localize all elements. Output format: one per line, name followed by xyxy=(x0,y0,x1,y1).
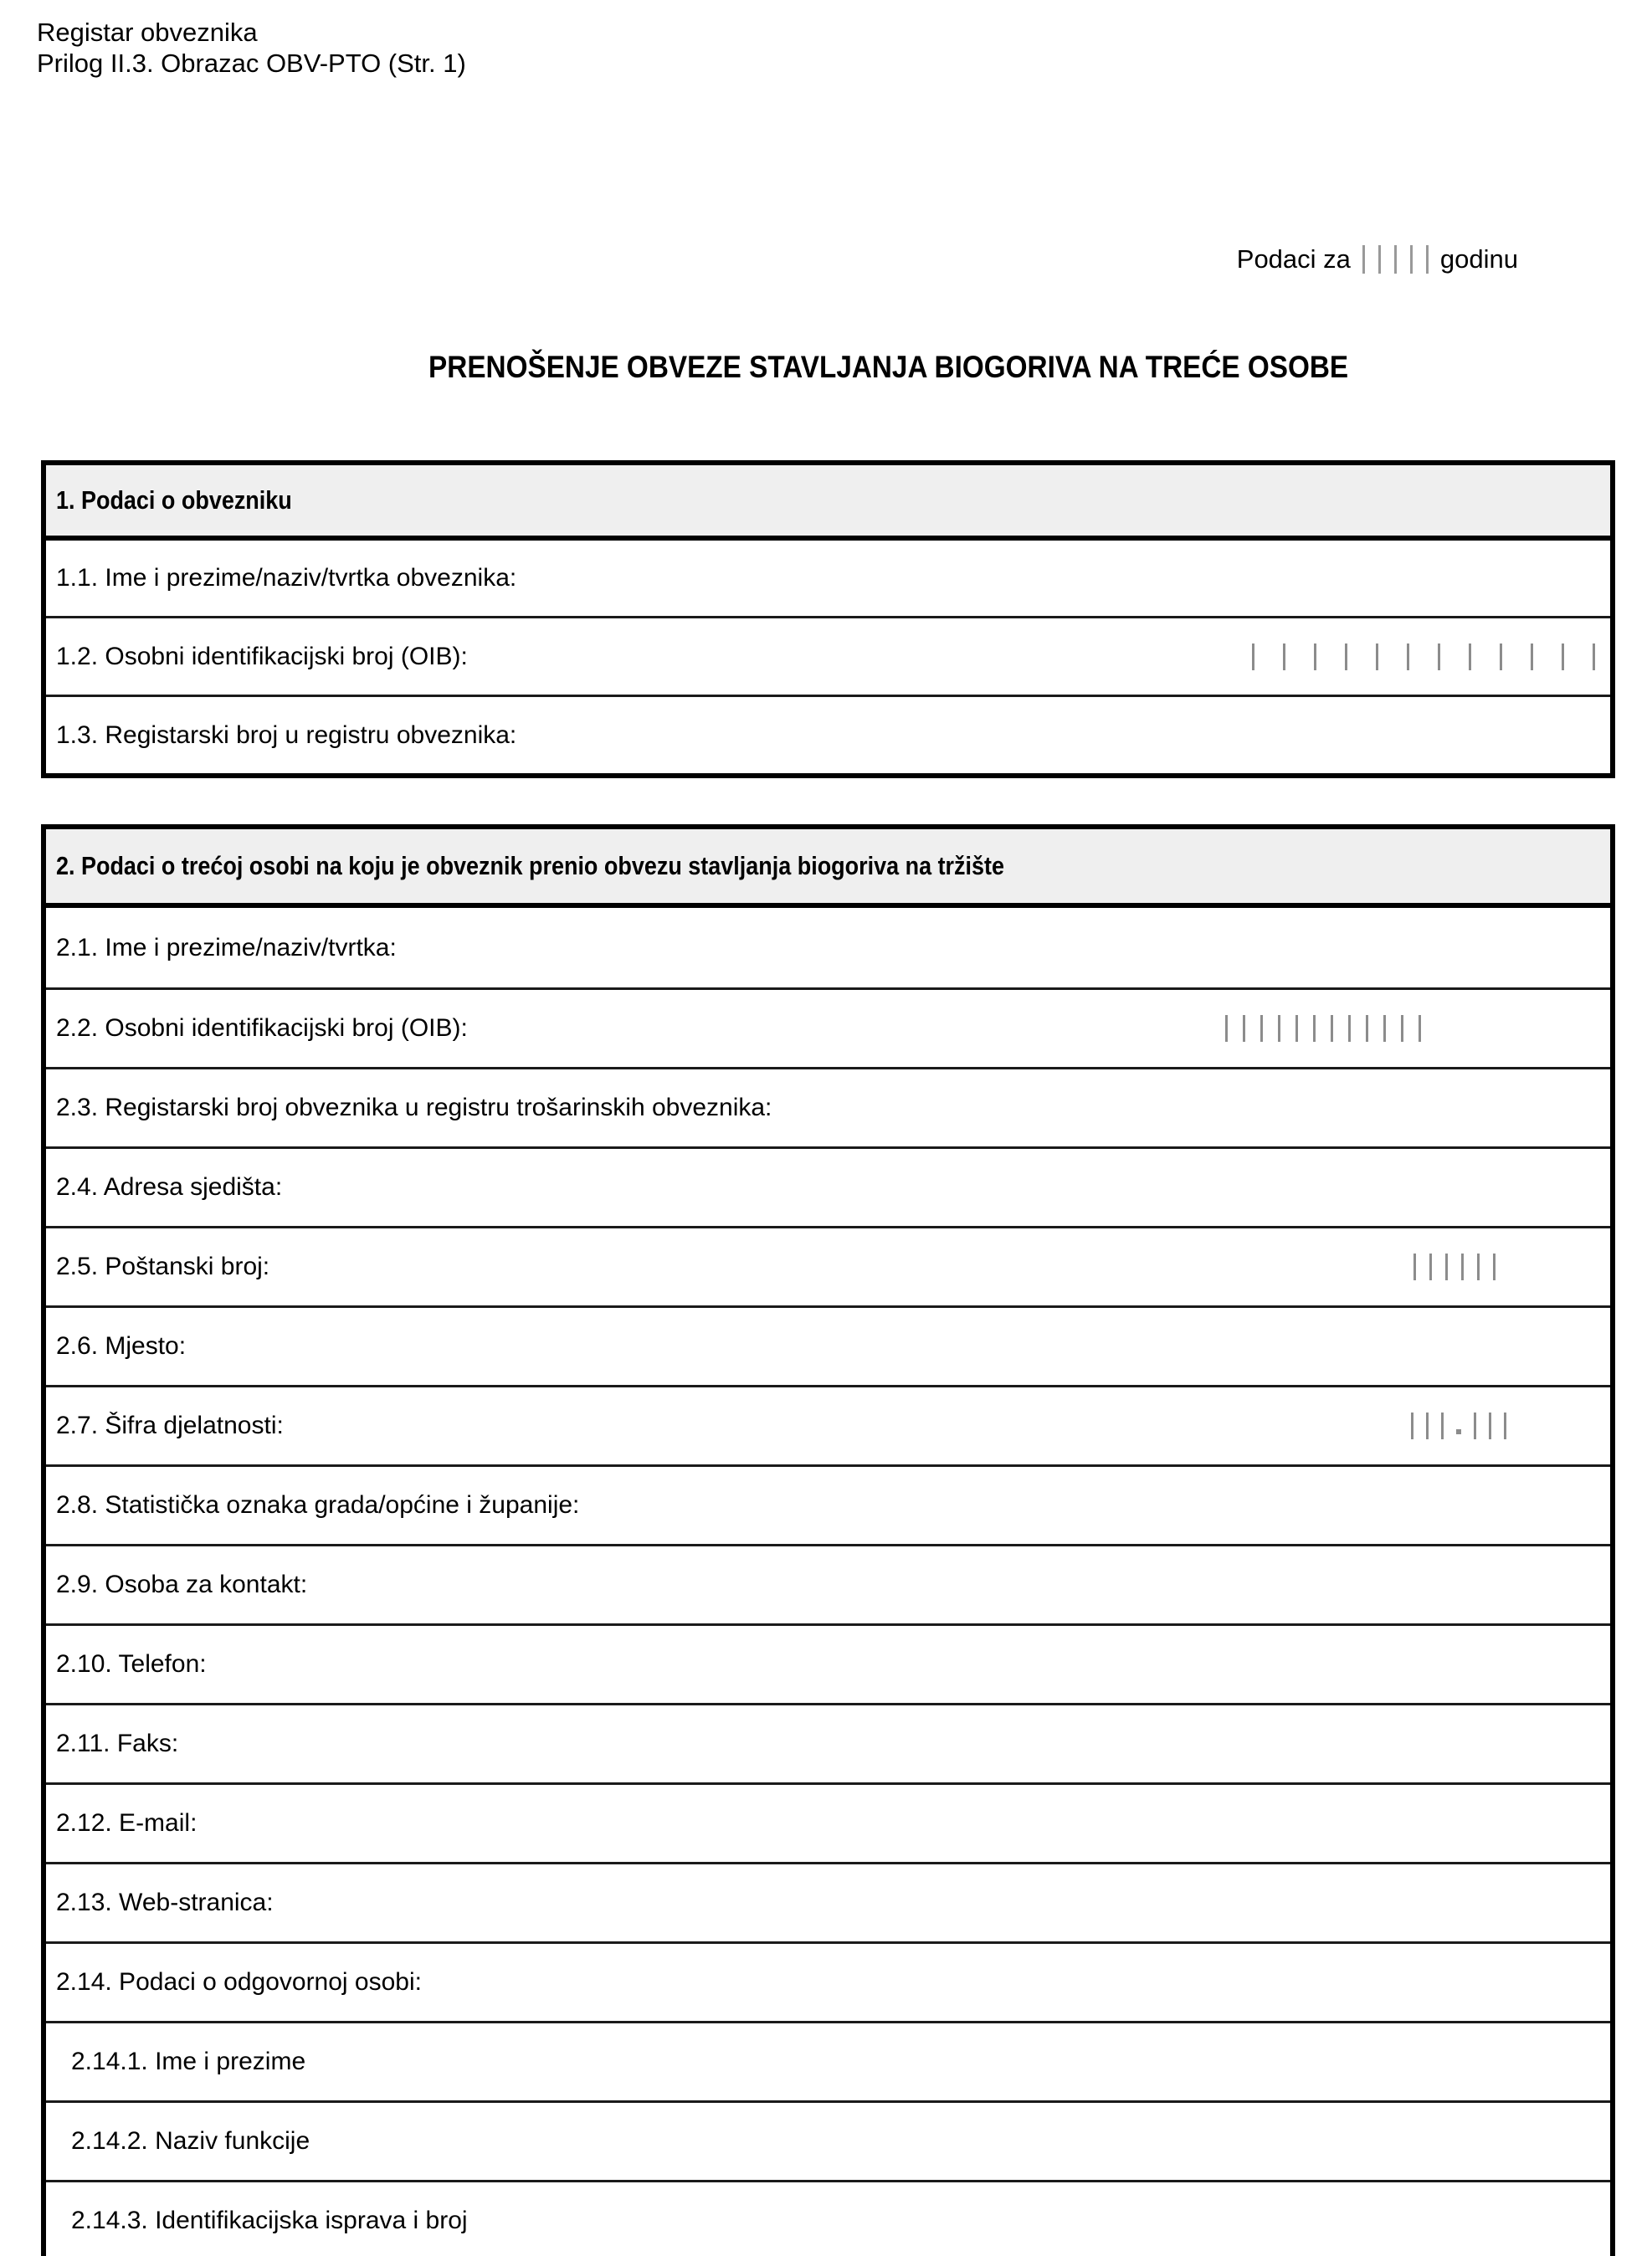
oib-field xyxy=(1225,1015,1421,1042)
year-line-suffix: godinu xyxy=(1439,244,1518,274)
tick-mark xyxy=(1500,643,1502,670)
row-label: 2.11. Faks: xyxy=(56,1730,179,1757)
annex-form-label: Prilog II.3. Obrazac OBV-PTO (Str. 1) xyxy=(37,49,466,78)
tick-mark xyxy=(1278,1015,1280,1042)
tick-separator-dot xyxy=(1456,1429,1461,1434)
tick-mark xyxy=(1283,643,1285,670)
tick-mark xyxy=(1295,1015,1298,1042)
table-row xyxy=(46,541,1610,616)
table-row xyxy=(46,1623,1610,1703)
register-label: Registar obveznika xyxy=(37,18,258,47)
table-row xyxy=(46,1305,1610,1385)
row-label: 2.8. Statistička oznaka grada/općine i županije: xyxy=(56,1491,580,1519)
tick-mark xyxy=(1493,1254,1496,1280)
tick-mark xyxy=(1429,1254,1432,1280)
tick-mark xyxy=(1445,1254,1448,1280)
row-label: 2.7. Šifra djelatnosti: xyxy=(56,1412,284,1439)
tick-mark xyxy=(1438,643,1440,670)
table-row xyxy=(46,1067,1610,1146)
tick-mark xyxy=(1260,1015,1263,1042)
row-label: 2.10. Telefon: xyxy=(56,1650,207,1678)
tick-mark xyxy=(1489,1413,1491,1439)
form-title: PRENOŠENJE OBVEZE STAVLJANJA BIOGORIVA NA TREĆE OSOBE xyxy=(428,350,1349,384)
section-header xyxy=(46,829,1610,908)
tick-mark xyxy=(1426,245,1429,274)
tick-mark xyxy=(1348,1015,1351,1042)
tick-mark xyxy=(1243,1015,1245,1042)
tick-mark xyxy=(1401,1015,1403,1042)
tick-mark xyxy=(1383,1015,1386,1042)
tick-mark xyxy=(1593,643,1595,670)
table-row xyxy=(46,1385,1610,1464)
tick-mark xyxy=(1426,1413,1429,1439)
tick-mark xyxy=(1225,1015,1228,1042)
row-label: 2.9. Osoba za kontakt: xyxy=(56,1571,308,1598)
tick-mark xyxy=(1419,1015,1421,1042)
row-label: 2.6. Mjesto: xyxy=(56,1332,187,1360)
table-row xyxy=(46,616,1610,695)
row-label: 2.12. E-mail: xyxy=(56,1809,198,1837)
tick-mark xyxy=(1441,1413,1444,1439)
row-label: 1.1. Ime i prezime/naziv/tvrtka obveznika: xyxy=(56,564,517,592)
tick-mark xyxy=(1394,245,1397,274)
section-table xyxy=(41,824,1615,2256)
table-row xyxy=(46,2021,1610,2100)
tick-mark xyxy=(1474,1413,1476,1439)
table-row xyxy=(46,1146,1610,1226)
tick-mark xyxy=(1378,245,1381,274)
section-header-label: 2. Podaci o trećoj osobi na koju je obveznik prenio obvezu stavljanja biogoriva na tržište xyxy=(56,851,1005,880)
tick-mark xyxy=(1469,643,1471,670)
section-table xyxy=(41,460,1615,778)
table-row xyxy=(46,908,1610,987)
year-line-prefix: Podaci za xyxy=(1236,244,1351,274)
tick-mark xyxy=(1461,1254,1464,1280)
row-label: 2.14.1. Ime i prezime xyxy=(71,2048,306,2075)
table-row xyxy=(46,1941,1610,2021)
table-row xyxy=(46,1544,1610,1623)
table-row xyxy=(46,987,1610,1067)
row-label: 2.14.3. Identifikacijska isprava i broj xyxy=(71,2207,468,2234)
row-label: 1.2. Osobni identifikacijski broj (OIB): xyxy=(56,642,468,670)
table-row xyxy=(46,1703,1610,1782)
table-row xyxy=(46,695,1610,773)
row-label: 2.2. Osobni identifikacijski broj (OIB): xyxy=(56,1014,468,1042)
tick-mark xyxy=(1411,1413,1413,1439)
tick-mark xyxy=(1407,643,1409,670)
tick-mark xyxy=(1531,643,1533,670)
row-label: 2.13. Web-stranica: xyxy=(56,1889,274,1916)
row-label: 2.14. Podaci o odgovornoj osobi: xyxy=(56,1968,422,1996)
tick-mark xyxy=(1413,1254,1416,1280)
table-row xyxy=(46,1782,1610,1862)
tick-mark xyxy=(1562,643,1564,670)
postal-code-field xyxy=(1413,1254,1496,1280)
tick-mark xyxy=(1313,1015,1316,1042)
tick-mark xyxy=(1376,643,1378,670)
tick-mark xyxy=(1477,1254,1480,1280)
row-label: 2.5. Poštanski broj: xyxy=(56,1253,270,1280)
row-label: 2.4. Adresa sjedišta: xyxy=(56,1173,283,1201)
table-row xyxy=(46,1226,1610,1305)
row-label: 2.1. Ime i prezime/naziv/tvrtka: xyxy=(56,933,397,961)
table-row xyxy=(46,1862,1610,1941)
table-row xyxy=(46,1464,1610,1544)
table-row xyxy=(46,2100,1610,2180)
title-row xyxy=(63,350,1652,385)
row-label: 2.3. Registarski broj obveznika u registru trošarinskih obveznika: xyxy=(56,1094,772,1121)
section-header-label: 1. Podaci o obvezniku xyxy=(56,485,292,515)
row-label: 1.3. Registarski broj u registru obveznika: xyxy=(56,720,517,749)
section-header xyxy=(46,465,1610,541)
tick-mark xyxy=(1345,643,1347,670)
tick-mark xyxy=(1331,1015,1333,1042)
tick-mark xyxy=(1362,245,1365,274)
activity-code-field xyxy=(1411,1413,1506,1439)
table-row xyxy=(46,2180,1610,2256)
tick-mark xyxy=(1366,1015,1368,1042)
oib-field xyxy=(1252,643,1595,670)
tick-mark xyxy=(1410,245,1413,274)
tick-mark xyxy=(1314,643,1316,670)
year-tick-marks xyxy=(1362,245,1429,274)
form-corner-header xyxy=(37,17,466,79)
row-label: 2.14.2. Naziv funkcije xyxy=(71,2127,310,2155)
tick-mark xyxy=(1504,1413,1506,1439)
year-line xyxy=(1237,241,1518,278)
tick-mark xyxy=(1252,643,1254,670)
